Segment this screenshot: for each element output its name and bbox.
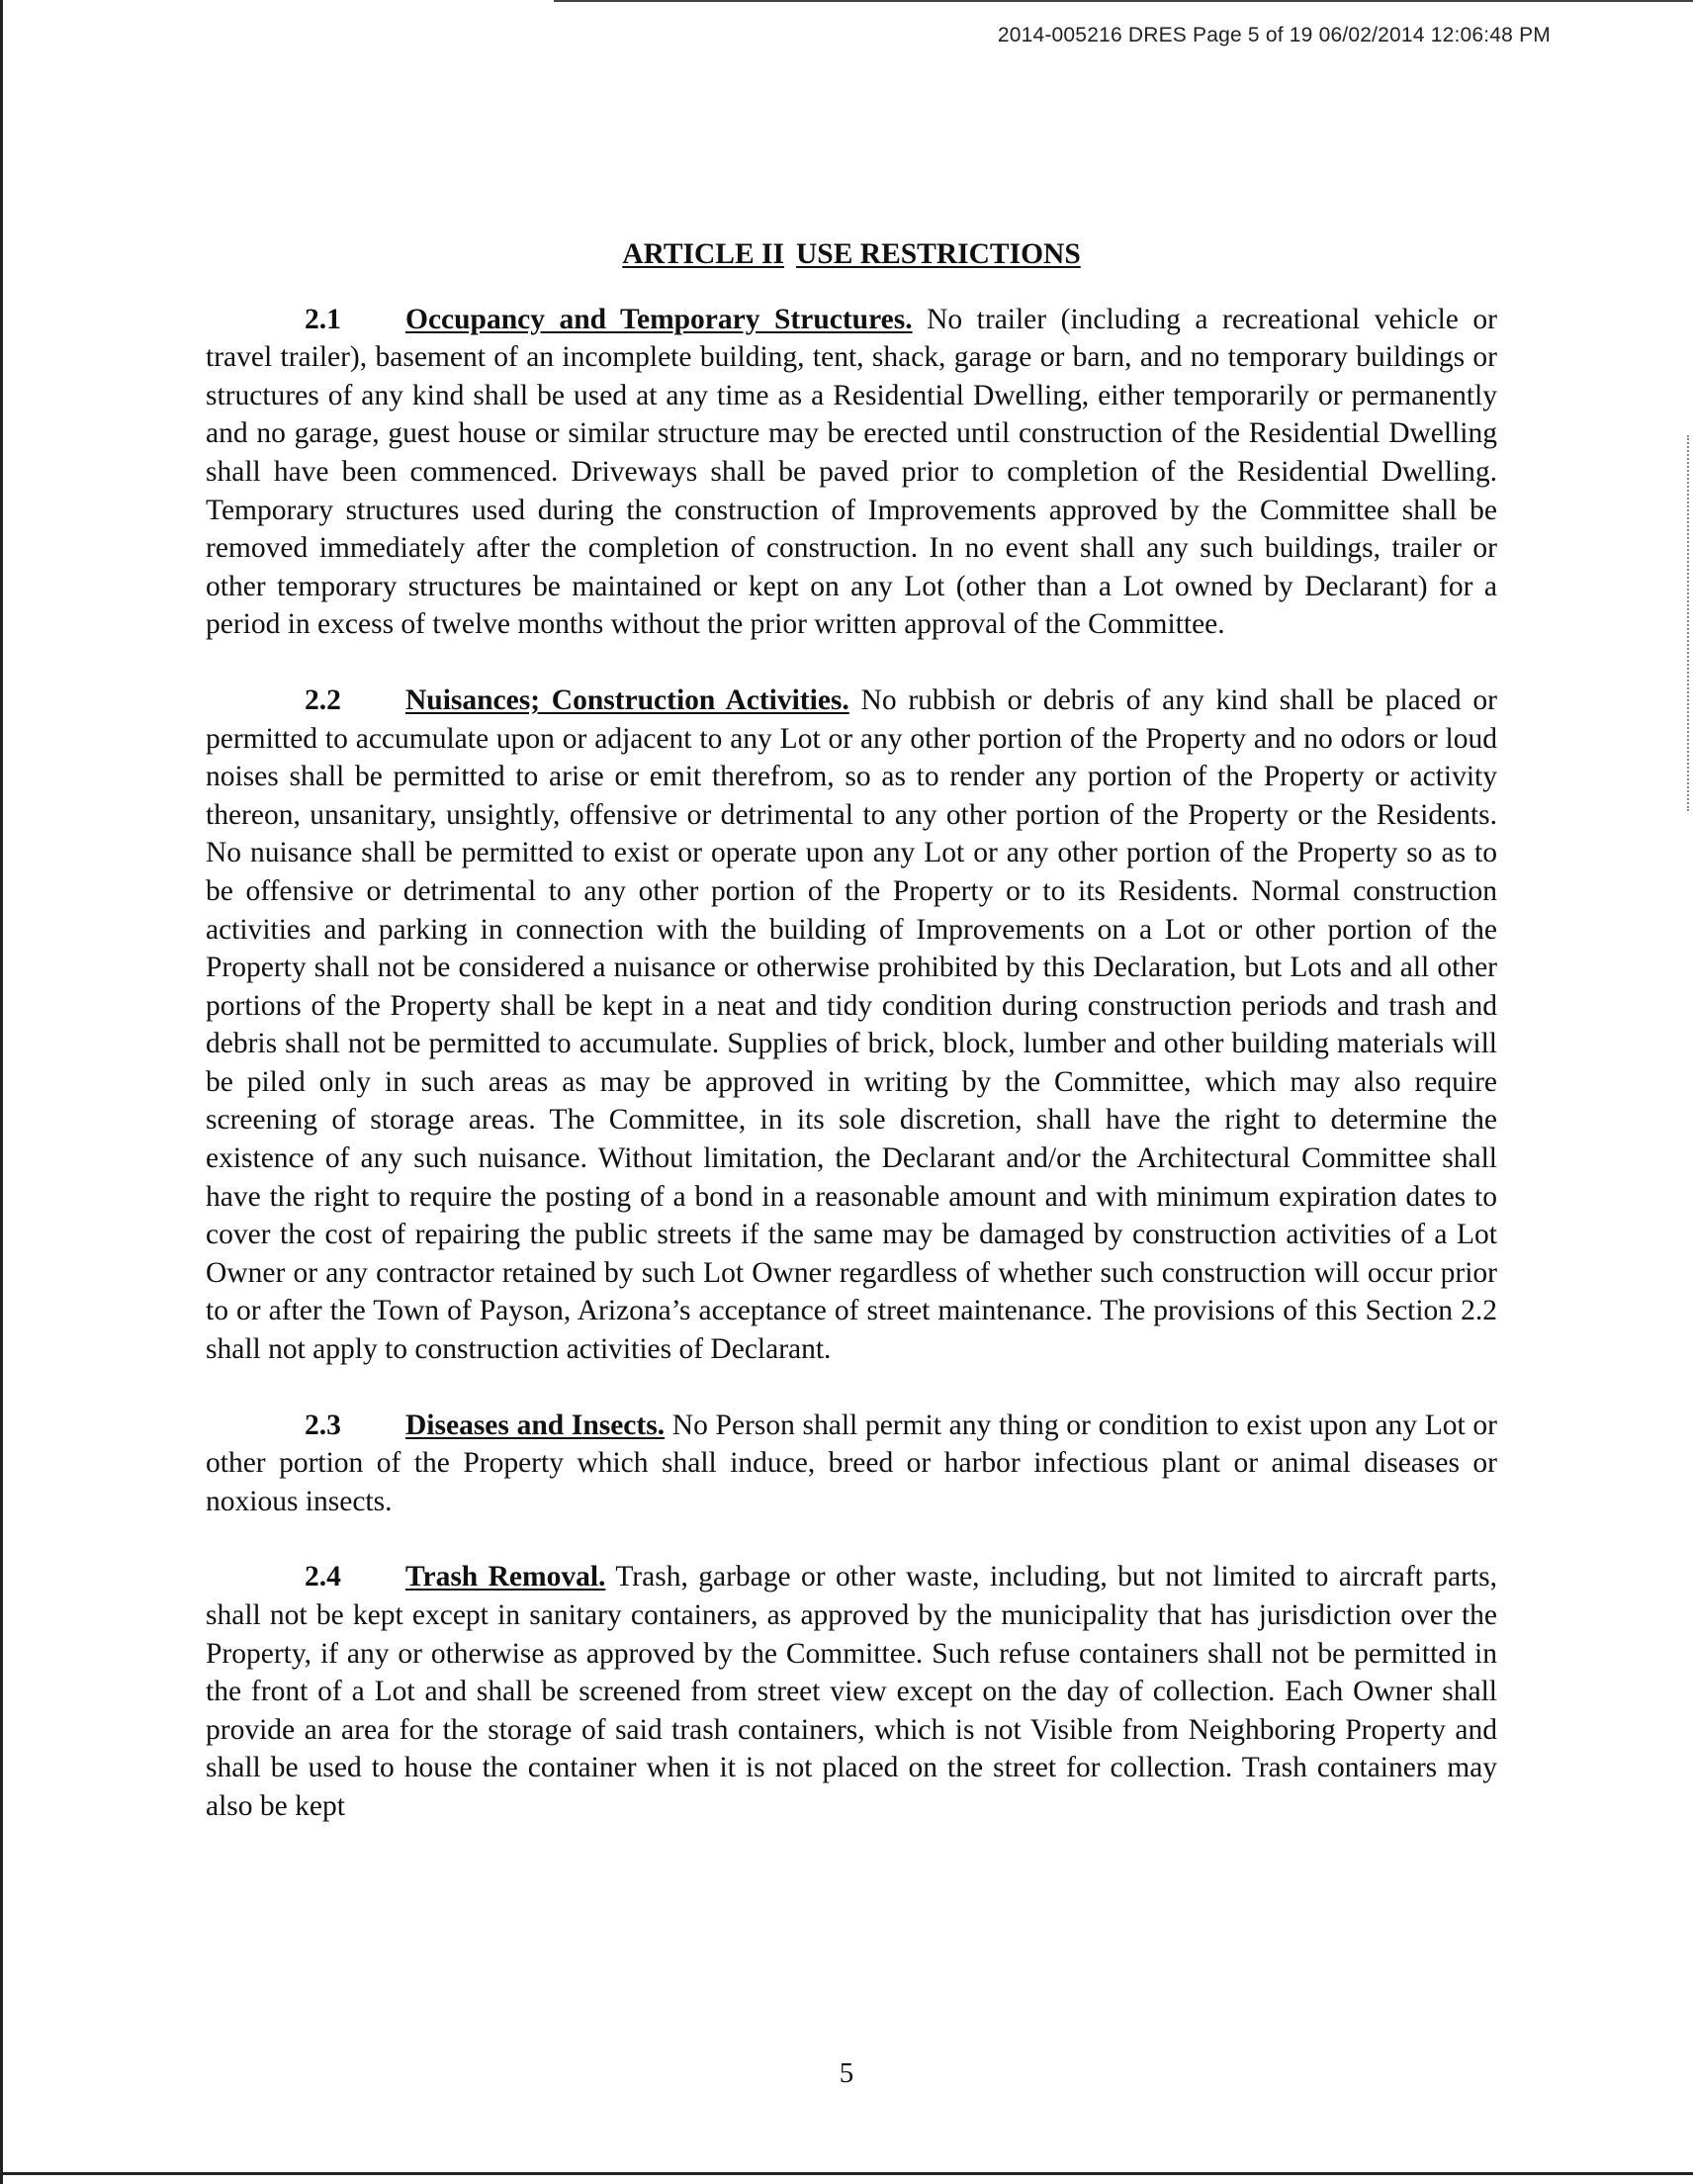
section-heading: Diseases and Insects. — [405, 1409, 666, 1441]
article-title: USE RESTRICTIONS — [796, 238, 1081, 270]
recording-stamp: 2014-005216 DRES Page 5 of 19 06/02/2014 12:06:48 PM — [997, 24, 1551, 46]
section-heading: Nuisances; Construction Activities. — [405, 683, 849, 716]
section-number: 2.1 — [305, 303, 341, 335]
section-2-4 — [206, 1558, 1497, 1825]
scan-margin-marks — [1687, 435, 1691, 811]
article-heading — [206, 235, 1497, 274]
section-heading: Trash Removal. — [405, 1561, 606, 1593]
section-2-3 — [206, 1407, 1497, 1521]
page-number: 5 — [839, 2057, 854, 2089]
document-body — [206, 235, 1497, 1864]
scan-edge-left — [0, 0, 3, 2184]
section-body: No Person shall permit any thing or condition to exist upon any Lot or other portion of the Property which shall induce, breed or harbor infectious plant or animal diseases or noxious insects. — [206, 1409, 1497, 1517]
section-body: No rubbish or debris of any kind shall be placed or permitted to accumulate upon or adjacent to any Lot or any other portion of the Property and no odors or loud noises shall be permitted to arise or emit therefrom, so as to render any portion of the Property or activity thereon, unsanitary, unsightly, offensive or detrimental to any other portion of the Property or the Residents. No nuisance shall be permitted to exist or operate upon any Lot or any other portion of the Property so as to be offensive or detrimental to any other portion of the Property or to its Residents. Normal construction activities and parking in connection with the building of Improvements on a Lot or other portion of the Property shall not be considered a nuisance or otherwise prohibited by this Declaration, but Lots and all other portions of the Property shall be kept in a neat and tidy condition during construction periods and trash and debris shall not be permitted to accumulate. Supplies of brick, block, lumber and other building materials will be piled only in such areas as may be approved in writing by the Committee, which may also require screening of storage areas. The Committee, in its sole discretion, shall have the right to determine the existence of any such nuisance. Without limitation, the Declarant and/or the Architectural Committee shall have the right to require the posting of a bond in a reasonable amount and with minimum expiration dates to cover the cost of repairing the public streets if the same may be damaged by construction activities of a Lot Owner or any contractor retained by such Lot Owner regardless of whether such construction will occur prior to or after the Town of Payson, Arizona’s acceptance of street maintenance. The provisions of this Section 2.2 shall not apply to construction activities of Declarant. — [206, 683, 1498, 1366]
section-2-2 — [206, 682, 1497, 1369]
article-label: ARTICLE II — [622, 238, 784, 270]
scan-edge-top — [554, 0, 1693, 2]
section-number: 2.2 — [305, 683, 341, 716]
section-heading: Occupancy and Temporary Structures. — [405, 303, 913, 335]
scan-edge-bottom — [0, 2172, 1693, 2175]
section-body: Trash, garbage or other waste, including, but not limited to aircraft parts, shall not be kept except in sanitary containers, as approved by the municipality that has jurisdiction over the Property, if any or otherwise as approved by the Committee. Such refuse containers shall not be permitted in the front of a Lot and shall be screened from street view except on the day of collection. Each Owner shall provide an area for the storage of said trash containers, which is not Visible from Neighboring Property and shall be used to house the container when it is not placed on the street for collection. Trash containers may also be kept — [206, 1561, 1498, 1822]
section-number: 2.3 — [305, 1409, 341, 1441]
section-2-1 — [206, 301, 1497, 644]
section-body: No trailer (including a recreational vehicle or travel trailer), basement of an incomplete building, tent, shack, garage or barn, and no temporary buildings or structures of any kind shall be used at any time as a Residential Dwelling, either temporarily or permanently and no garage, guest house or similar structure may be erected until construction of the Residential Dwelling shall have been commenced. Driveways shall be paved prior to completion of the Residential Dwelling. Temporary structures used during the construction of Improvements approved by the Committee shall be removed immediately after the completion of construction. In no event shall any such buildings, trailer or other temporary structures be maintained or kept on any Lot (other than a Lot owned by Declarant) for a period in excess of twelve months without the prior written approval of the Committee. — [206, 303, 1497, 641]
section-number: 2.4 — [305, 1561, 341, 1593]
